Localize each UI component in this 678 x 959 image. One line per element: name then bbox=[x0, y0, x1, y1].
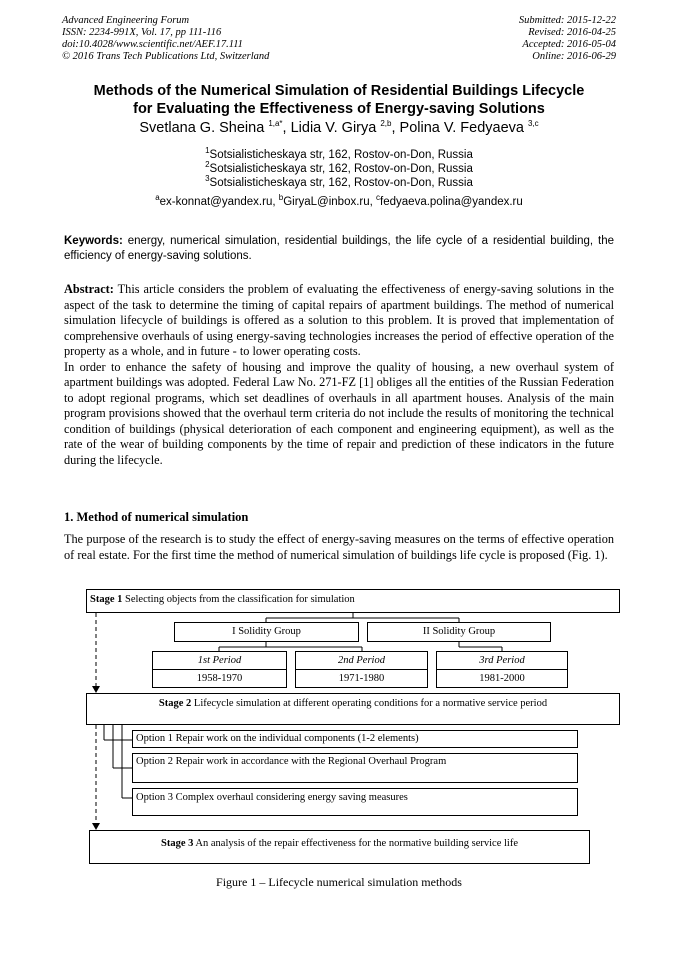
stage-2-box bbox=[86, 693, 620, 725]
date-submitted: Submitted: 2015-12-22 bbox=[518, 15, 616, 26]
period-years: 1958-1970 bbox=[196, 673, 243, 684]
stage-3-label: Stage 3 bbox=[161, 838, 194, 849]
section-heading: 1. Method of numerical simulation bbox=[64, 510, 249, 524]
authors: Svetlana G. Sheina $^{1,a*}$, Lidia V. Girya $^{2,b}$, Polina V. Fedyaeva $^{3,c}$ bbox=[139, 119, 539, 136]
stage-1-box bbox=[86, 589, 620, 613]
journal-copyright: © 2016 Trans Tech Publications Ltd, Switzerland bbox=[62, 51, 270, 62]
solidity-group-2: II Solidity Group bbox=[367, 622, 551, 642]
author-name: Lidia V. Girya bbox=[290, 120, 377, 136]
author-sup: 2,b bbox=[380, 119, 392, 129]
period-years: 1971-1980 bbox=[338, 673, 385, 684]
option-2-box: Option 2 Repair work in accordance with the Regional Overhaul Program bbox=[132, 753, 578, 783]
solidity-group-1: I Solidity Group bbox=[174, 622, 359, 642]
author-sup: 3,c bbox=[528, 119, 539, 129]
author-name: Svetlana G. Sheina bbox=[139, 120, 265, 136]
stage-2-text: Lifecycle simulation at different operating conditions for a normative service period bbox=[191, 698, 548, 709]
period-2-box bbox=[295, 651, 428, 688]
title-line-1: Methods of the Numerical Simulation of Residential Buildings Lifecycle bbox=[93, 83, 585, 99]
date-revised: Revised: 2016-04-25 bbox=[528, 27, 616, 38]
email[interactable]: ex-konnat@yandex.ru bbox=[159, 196, 273, 208]
stage-3-text: An analysis of the repair effectiveness for the normative building service life bbox=[193, 838, 518, 849]
section-body: The purpose of the research is to study the effect of energy-saving measures on the terms of effective operation of real estate. For the first time the method of numerical simulation of buildings life cycle is proposed (Fig. 1). bbox=[64, 532, 614, 562]
figure-caption: Figure 1 – Lifecycle numerical simulation methods bbox=[216, 875, 462, 889]
option-1-box: Option 1 Repair work on the individual components (1-2 elements) bbox=[132, 730, 578, 748]
abstract-paragraph-2: In order to enhance the safety of housing and improve the quality of housing, a new overhaul system of apartment buildings was adopted. Federal Law No. 271-FZ [1] obliges all the entities of the Russian Federation to adopt regional programs, which set deadlines of overhauls in all apartment houses. Analysis of the main program provisions showed that the overhaul term criteria do not include the results of monitoring the technical condition of buildings (physical deterioration of each component and engineering equipment), as well as the rate of the wear of building components by the time of repair and prediction of these indicators in the future during the lifecycle. bbox=[64, 359, 614, 467]
author-name: Polina V. Fedyaeva bbox=[399, 120, 524, 136]
email[interactable]: fedyaeva.polina@yandex.ru bbox=[380, 196, 523, 208]
stage-1-label: Stage 1 bbox=[90, 594, 123, 605]
date-accepted: Accepted: 2016-05-04 bbox=[522, 39, 616, 50]
keywords-label: Keywords: bbox=[64, 235, 123, 247]
journal-name: Advanced Engineering Forum bbox=[62, 15, 190, 26]
period-3-box bbox=[436, 651, 568, 688]
author-sup: 1,a* bbox=[268, 119, 283, 129]
affiliation: $^1$Sotsialisticheskaya str, 162, Rostov-on-Don, Russia bbox=[205, 146, 473, 161]
journal-issn: ISSN: 2234-991X, Vol. 17, pp 111-116 bbox=[62, 27, 222, 38]
journal-doi: doi:10.4028/www.scientific.net/AEF.17.111 bbox=[62, 39, 243, 50]
abstract-label: Abstract: bbox=[64, 282, 114, 296]
period-label: 3rd Period bbox=[437, 652, 567, 670]
abstract-paragraph-1: This article considers the problem of evaluating the effectiveness of energy-saving solutions in the aspect of the task to determine the timing of capital repairs of apartment buildings. The method of numerical simulation lifecycle of buildings is offered as a solution to this problem. It is proved that implementation of comprehensive overhauls of using energy-saving technologies increases the period of effective operation of the property as a whole, and in future - to lower operating costs. bbox=[64, 282, 614, 358]
affiliation: $^3$Sotsialisticheskaya str, 162, Rostov-on-Don, Russia bbox=[205, 174, 473, 189]
option-3-box: Option 3 Complex overhaul considering energy saving measures bbox=[132, 788, 578, 816]
date-online: Online: 2016-06-29 bbox=[532, 51, 616, 62]
stage-1-text: Selecting objects from the classification for simulation bbox=[122, 594, 355, 605]
emails: $^a$ex-konnat@yandex.ru, $^b$GiryaL@inbox.ru, $^c$fedyaeva.polina@yandex.ru bbox=[155, 193, 523, 208]
stage-3-box bbox=[89, 830, 590, 864]
affiliation: $^2$Sotsialisticheskaya str, 162, Rostov-on-Don, Russia bbox=[205, 160, 473, 175]
stage-2-label: Stage 2 bbox=[158, 698, 192, 709]
title-line-2: for Evaluating the Effectiveness of Energy-saving Solutions bbox=[133, 101, 545, 117]
period-label: 1st Period bbox=[153, 652, 286, 670]
period-label: 2nd Period bbox=[296, 652, 427, 670]
period-years: 1981-2000 bbox=[479, 673, 525, 684]
keywords-text: energy, numerical simulation, residential buildings, the life cycle of a residential building, the efficiency of energy-saving solutions. bbox=[64, 235, 614, 262]
period-1-box bbox=[152, 651, 287, 688]
email[interactable]: GiryaL@inbox.ru bbox=[283, 196, 370, 208]
